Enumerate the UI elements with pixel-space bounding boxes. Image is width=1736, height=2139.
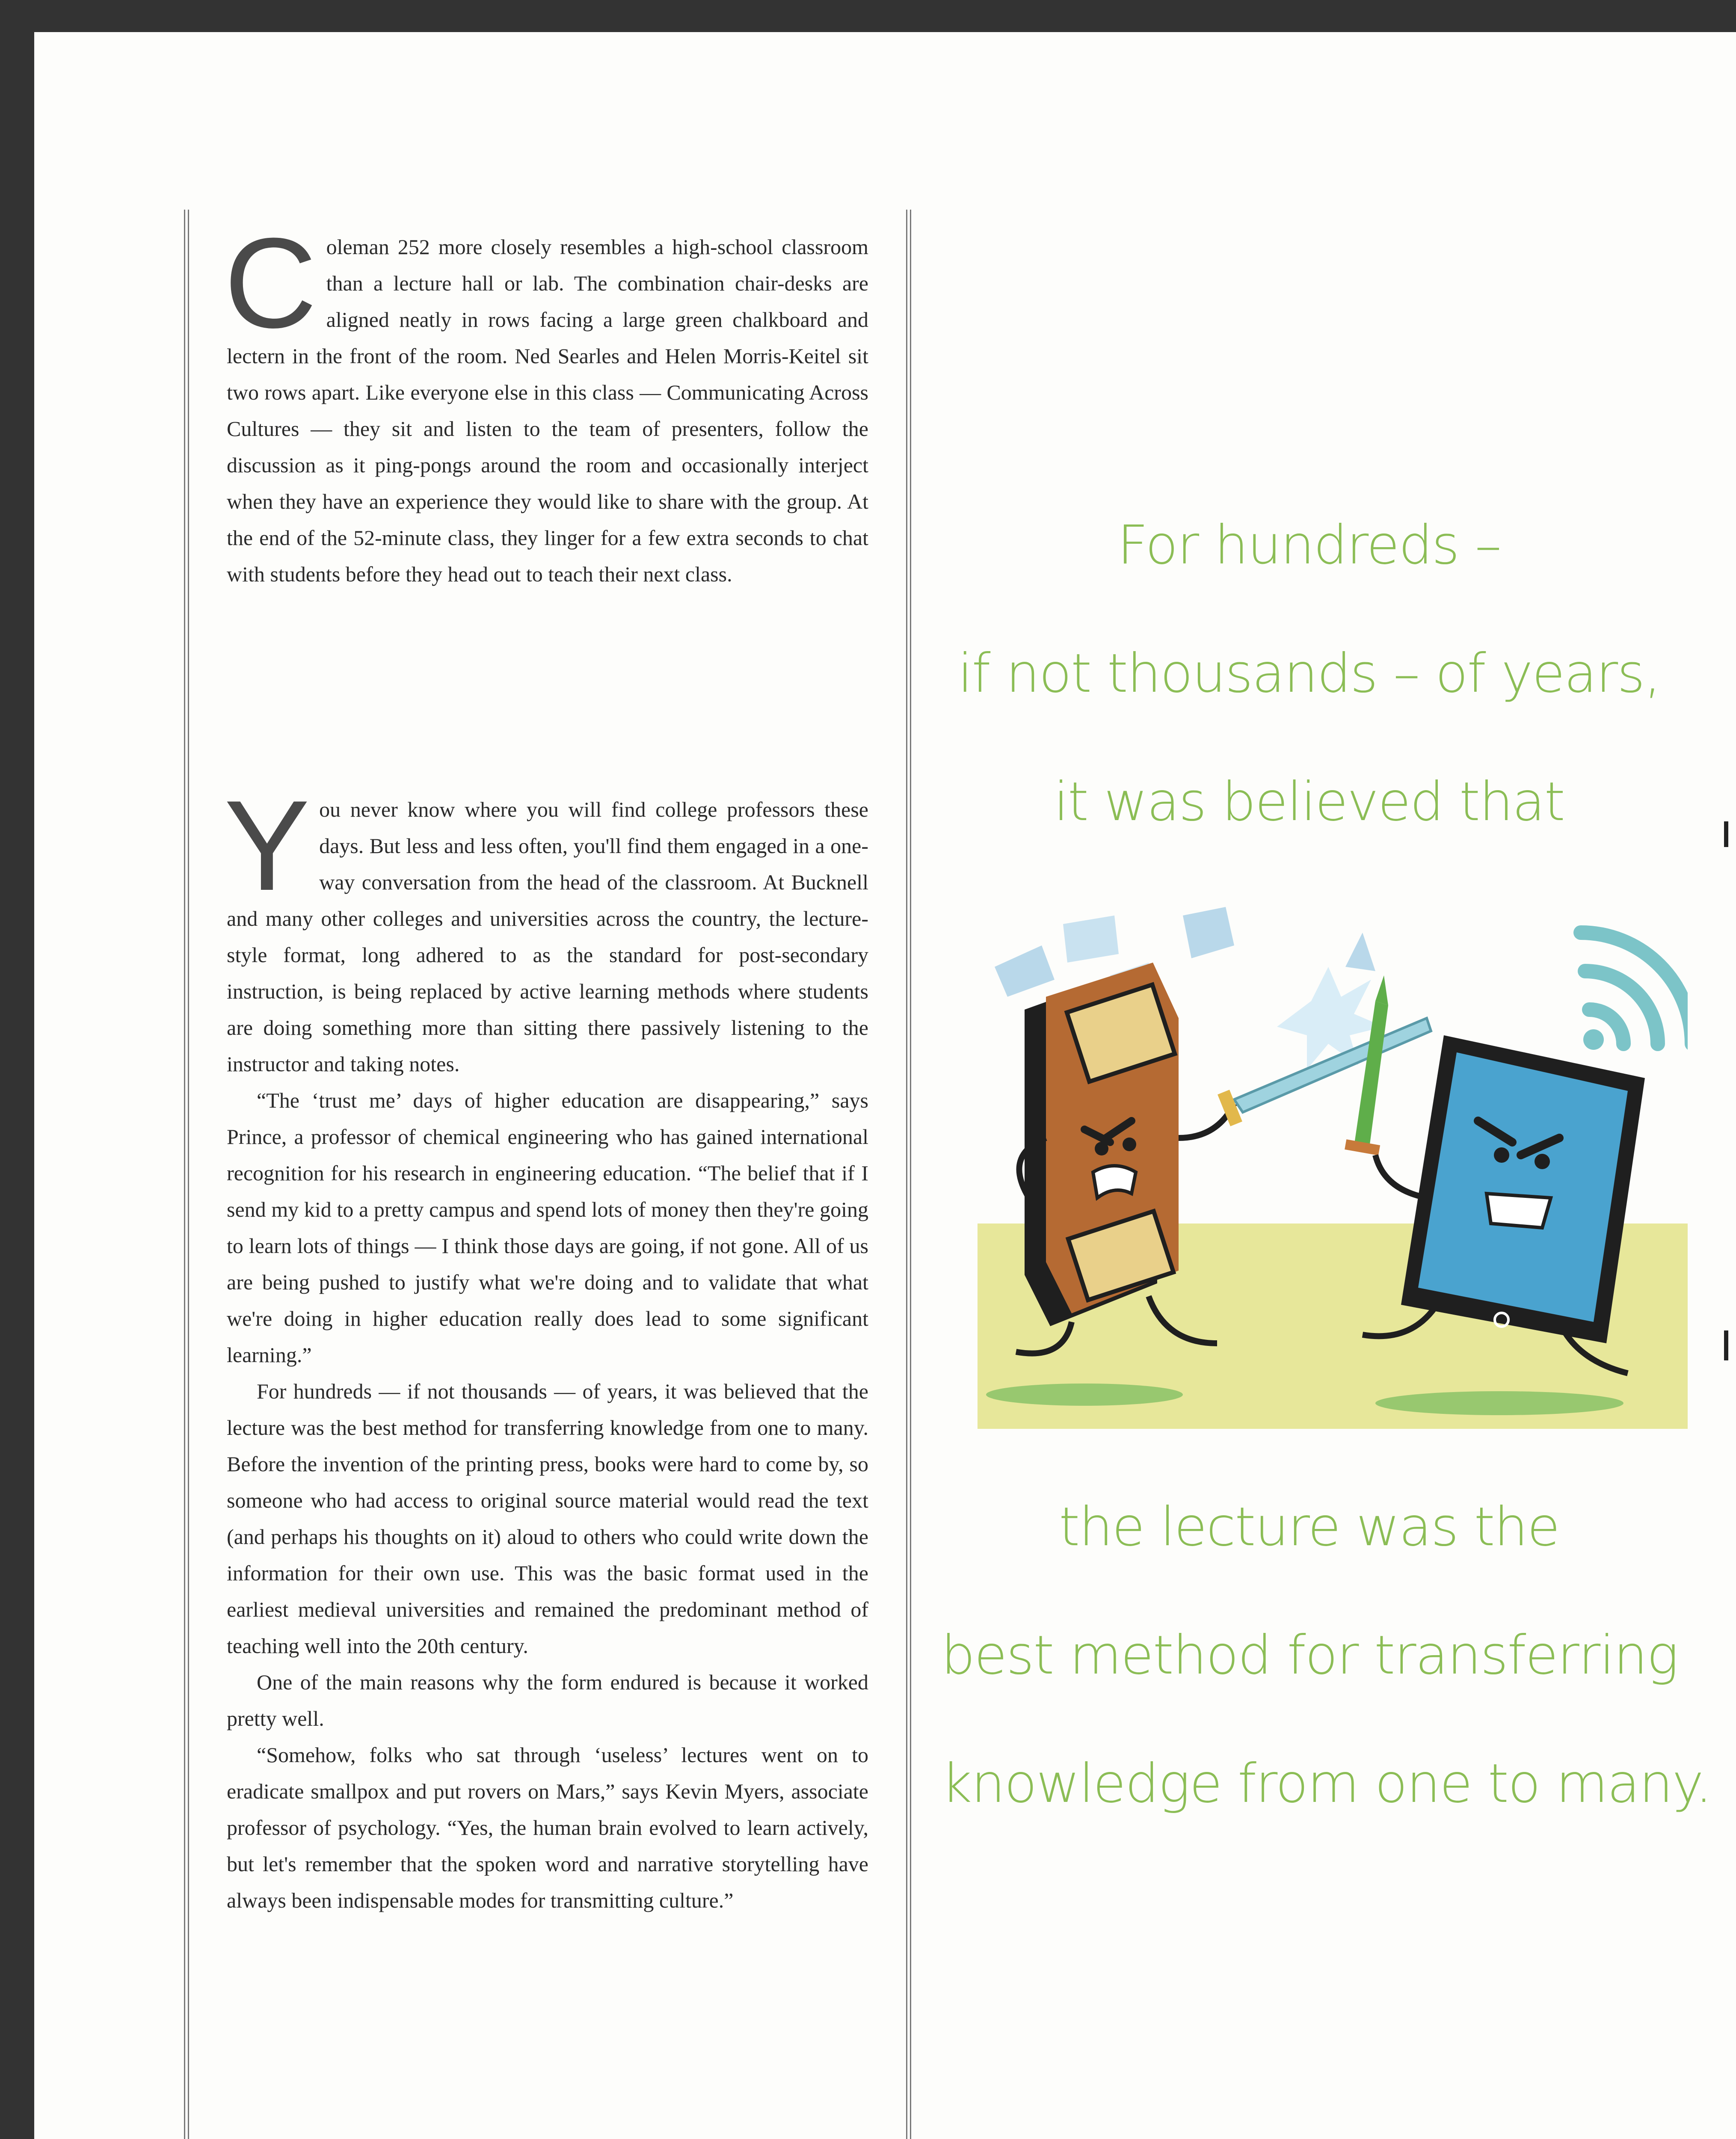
left-column-rule [184, 210, 189, 2139]
pullquote-line: it was believed that [1054, 771, 1564, 833]
article-section-2 [224, 773, 868, 1919]
page-edge-mark [1724, 1330, 1728, 1360]
dropcap-y: Y [224, 773, 310, 917]
pullquote-top [941, 481, 1677, 866]
article-section-1 [224, 211, 868, 593]
paragraph-somehow: “Somehow, folks who sat through ‘useless’ lectures went on to eradicate smallpox and put rovers on Mars,” says Kevin Myers, associate professor of psychology. “Yes, the human brain evolved to learn actively, but let's remember that the spoken word and narrative storytelling have always been indispensable modes for transmitting culture.” [227, 1743, 868, 1912]
section-1-text: oleman 252 more closely resembles a high-school classroom than a lecture hall or lab. The combination chair-desks are aligned neatly in rows facing a large green chalkboard and lectern in the front of the room. Ned Searles and Helen Morris-Keitel sit two rows apart. Like everyone else in this class — Communicating Across Cultures — they sit and listen to the team of presenters, follow the discussion as it ping-pongs around the room and occasionally interject when they have an experience they would like to share with the group. At the end of the 52-minute class, they linger for a few extra seconds to chat with students before they head out to teach their next class. [227, 235, 868, 586]
wifi-icon [1581, 933, 1688, 1044]
section-2-lead-text: ou never know where you will find college professors these days. But less and less often, you'll find them engaged in a one-way conversation from the head of the classroom. At Bucknell and many other colleges and universities across the country, the lecture-style format, long adhered to as the standard for post-secondary instruction, is being replaced by active learning methods where students are doing something more than sitting there passively listening to the instructor and taking notes. [227, 797, 868, 1076]
pullquote-line: knowledge from one to many. [941, 1753, 1712, 1815]
pullquote-line: the lecture was the [1059, 1496, 1559, 1558]
pullquote-line: if not thousands – of years, [957, 643, 1661, 705]
paragraph-main-reasons: One of the main reasons why the form endured is because it worked pretty well. [227, 1670, 868, 1730]
page-edge-mark [1724, 821, 1728, 847]
pullquote-line: For hundreds – [1117, 514, 1501, 576]
paragraph-for-hundreds: For hundreds — if not thousands — of years, it was believed that the lecture was the best method for transferring knowledge from one to many. Before the invention of the printing press, books were hard to come by, so someone who had access to original source material would read the text (and perhaps his thoughts on it) aloud to others who could write down the information for their own use. This was the basic format used in the earliest medieval universities and remained the predominant method of teaching well into the 20th century. [227, 1379, 868, 1658]
center-column-rule [906, 210, 911, 2139]
pullquote-bottom [941, 1463, 1712, 1848]
pullquote-line: best method for transferring [941, 1624, 1678, 1686]
book-vs-tablet-illustration [978, 898, 1688, 1429]
paragraph-trust-me: “The ‘trust me’ days of higher education are disappearing,” says Prince, a professor of chemical engineering who has gained international recognition for his research in engineering education. “The belief that if I send my kid to a pretty campus and spend lots of money then they're going to learn lots of things — I think those days are going, if not gone. All of us are being pushed to justify what we're doing and to validate that what we're doing in higher education really does lead to some significant learning.” [227, 1088, 868, 1367]
dropcap-c: C [224, 211, 317, 355]
